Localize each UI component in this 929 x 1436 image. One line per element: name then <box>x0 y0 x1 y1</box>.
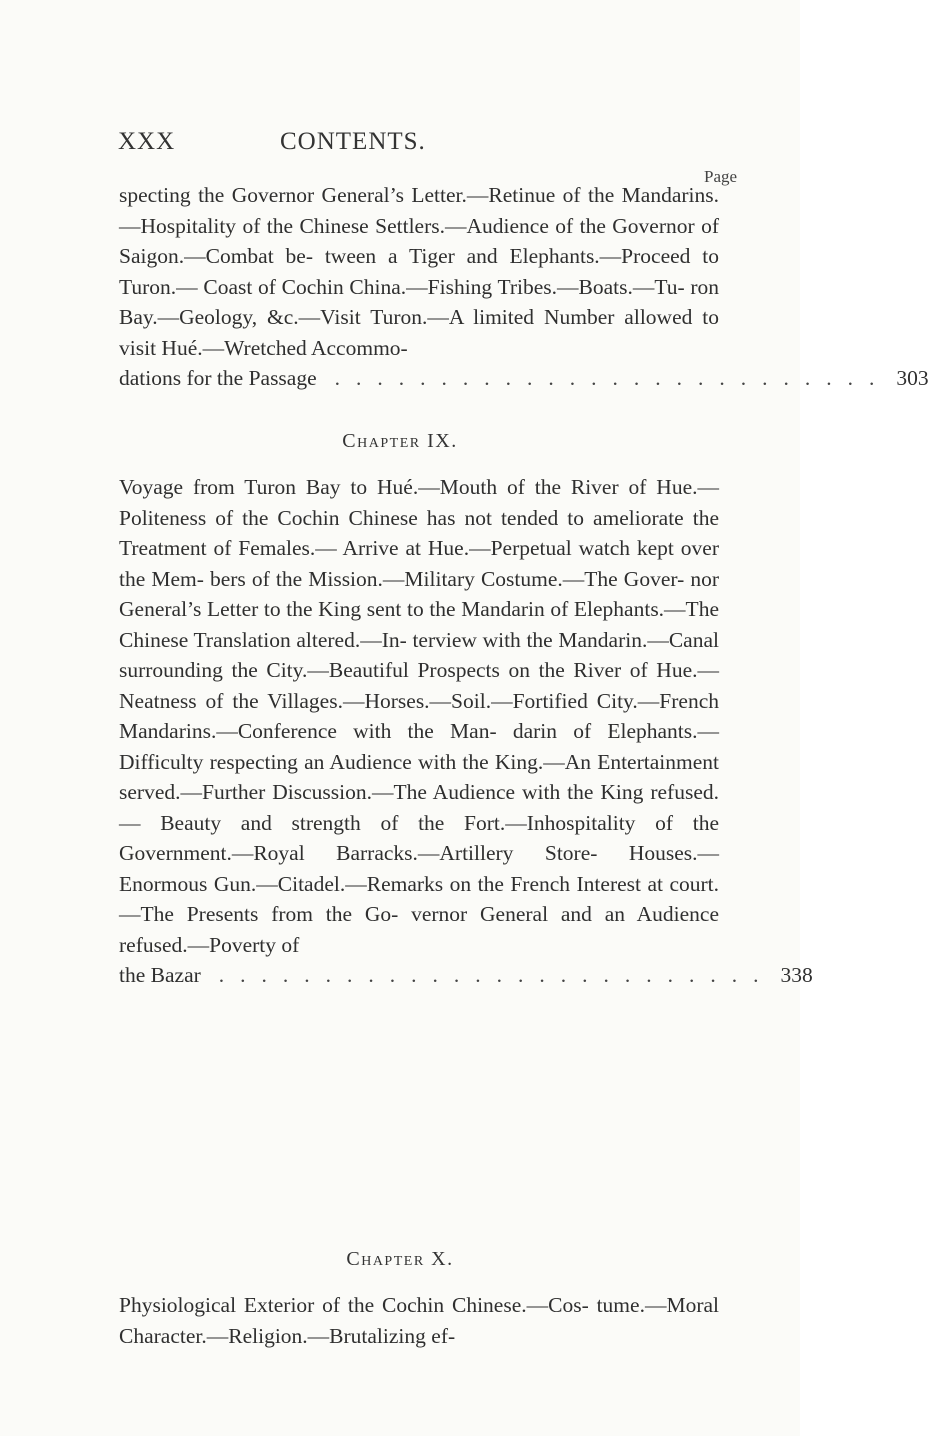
entry-text: Voyage from Turon Bay to Hué.—Mouth of the River of Hue.—Politeness of the Cochin Chinese has not tended to ameliorate the Treatment of Females.— Arrive at Hue.—Perpetual watch kept over the Mem- bers of the Mission.—Military Costume.—The Gover- nor General’s Letter to the King sent to the Mandarin of Elephants.—The Chinese Translation altered.—In- terview with the Mandarin.—Canal surrounding the City.—Beautiful Prospects on the River of Hue.— Neatness of the Villages.—Horses.—Soil.—Fortified City.—French Mandarins.—Conference with the Man- darin of Elephants.—Difficulty respecting an Audience with the King.—An Entertainment served.—Further Discussion.—The Audience with the King refused.— Beauty and strength of the Fort.—Inhospitality of the Government.—Royal Barracks.—Artillery Store- Houses.—Enormous Gun.—Citadel.—Remarks on the French Interest at court.—The Presents from the Go- vernor General and an Audience refused.—Poverty of <box>119 475 719 957</box>
entry-leader-line <box>119 960 813 991</box>
entry-paragraph <box>119 472 813 991</box>
entry-paragraph <box>119 180 929 394</box>
chapter-heading <box>0 430 800 453</box>
chapter-heading <box>0 1248 800 1271</box>
chapter-heading-text: Chapter X. <box>346 1248 454 1270</box>
entry-text: Physiological Exterior of the Cochin Chinese.—Cos- tume.—Moral Character.—Religion.—Brutalizing ef- <box>119 1293 719 1348</box>
entry-text: specting the Governor General’s Letter.—Retinue of the Mandarins.—Hospitality of the Chinese Settlers.—Audience of the Governor of Saigon.—Combat be- tween a Tiger and Elephants.—Proceed to Turon.— Coast of Cochin China.—Fishing Tribes.—Boats.—Tu- ron Bay.—Geology, &c.—Visit Turon.—A limited Number allowed to visit Hué.—Wretched Accommo- <box>119 183 719 360</box>
dot-leader: .......................... <box>218 963 775 987</box>
chapter-heading-text: Chapter IX. <box>342 430 458 452</box>
entry-page-number: 303 <box>896 366 929 390</box>
page-column-label: Page <box>704 167 738 186</box>
contents-entry-chapter-9 <box>119 472 813 991</box>
contents-entry-chapter-10 <box>119 1290 719 1351</box>
entry-paragraph <box>119 1290 719 1351</box>
entry-tail-text: dations for the Passage <box>119 366 317 390</box>
running-head <box>118 128 710 162</box>
page-folio: XXX <box>118 128 176 155</box>
entry-leader-line <box>119 363 929 394</box>
entry-tail-text: the Bazar <box>119 963 201 987</box>
dot-leader: .......................... <box>334 366 891 390</box>
entry-page-number: 338 <box>780 963 813 987</box>
contents-entry-chapter-8-continued <box>119 180 929 394</box>
running-title: CONTENTS. <box>280 128 426 155</box>
